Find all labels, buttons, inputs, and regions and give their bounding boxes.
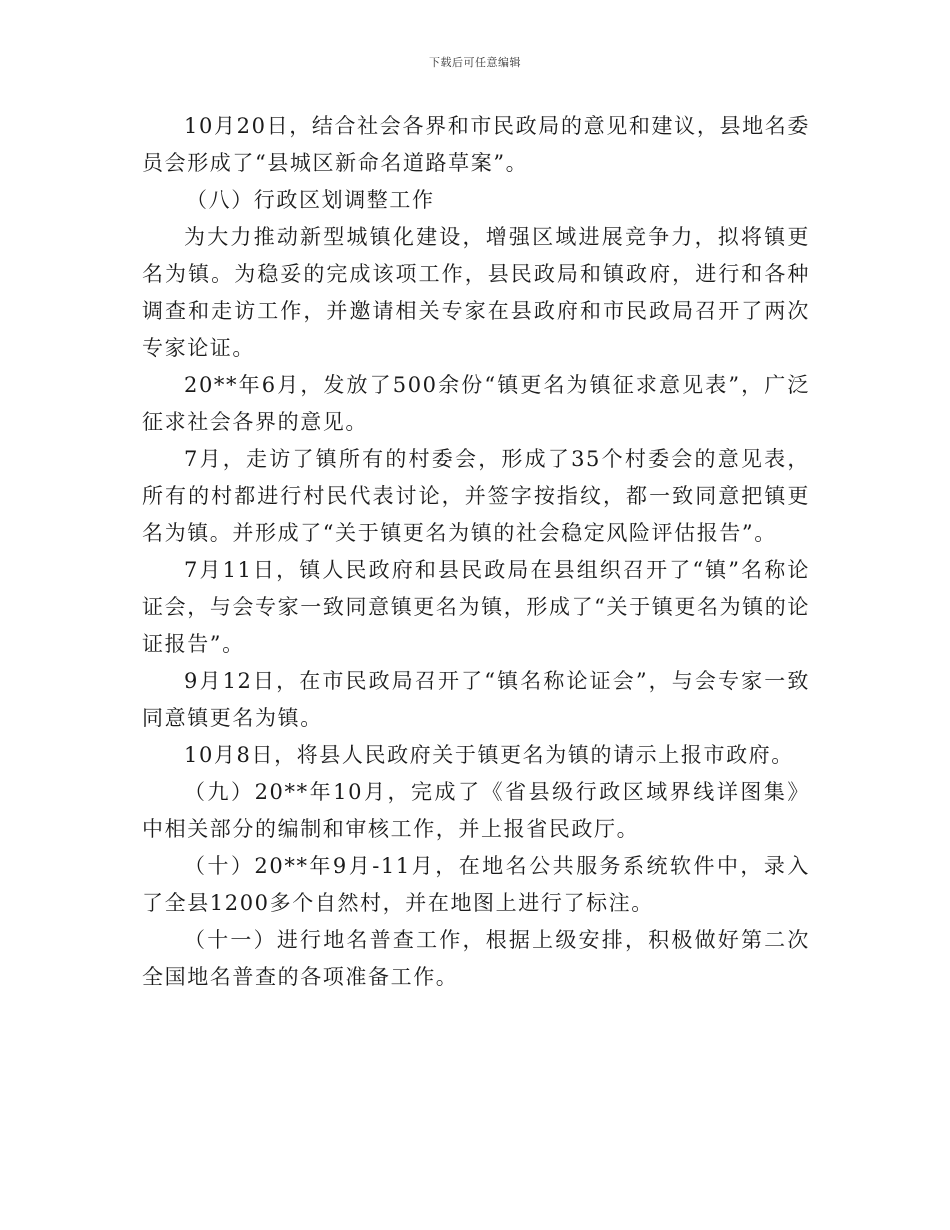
document-body [142,108,810,996]
paragraph-atlas-work: （九）20**年10月，完成了《省县级行政区域界线详图集》中相关部分的编制和审核工作，并上报省民政厅。 [142,780,810,841]
paragraph-oct-8-report: 10月8日，将县人民政府关于镇更名为镇的请示上报市政府。 [184,743,794,767]
paragraph-town-renaming-intro: 为大力推动新型城镇化建设，增强区域进展竞争力，拟将镇更名为镇。为稳妥的完成该项工作，县民政局和镇政府，进行和各种调查和走访工作，并邀请相关专家在县政府和市民政局召开了两次专家论证。 [142,225,810,360]
paragraph-road-naming-draft: 10月20日，结合社会各界和市民政局的意见和建议，县地名委员会形成了“县城区新命名道路草案”。 [142,114,810,175]
paragraph-july-11-meeting: 7月11日，镇人民政府和县民政局在县组织召开了“镇”名称论证会，与会专家一致同意镇更名为镇，形成了“关于镇更名为镇的论证报告”。 [142,558,810,656]
page-header-note: 下载后可任意编辑 [429,56,521,69]
section-heading-division-adjustment: （八）行政区划调整工作 [186,188,435,212]
paragraph-june-survey: 20**年6月，发放了500余份“镇更名为镇征求意见表”，广泛征求社会各界的意见。 [142,373,810,434]
paragraph-village-entry: （十）20**年9月-11月，在地名公共服务系统软件中，录入了全县1200多个自然村，并在地图上进行了标注。 [142,854,810,915]
paragraph-july-visits: 7月，走访了镇所有的村委会，形成了35个村委会的意见表，所有的村都进行村民代表讨论，并签字按指纹，都一致同意把镇更名为镇。并形成了“关于镇更名为镇的社会稳定风险评估报告”。 [142,447,810,545]
paragraph-census-prep: （十一）进行地名普查工作，根据上级安排，积极做好第二次全国地名普查的各项准备工作。 [142,928,810,989]
paragraph-sept-12-meeting: 9月12日，在市民政局召开了“镇名称论证会”，与会专家一致同意镇更名为镇。 [142,669,810,730]
